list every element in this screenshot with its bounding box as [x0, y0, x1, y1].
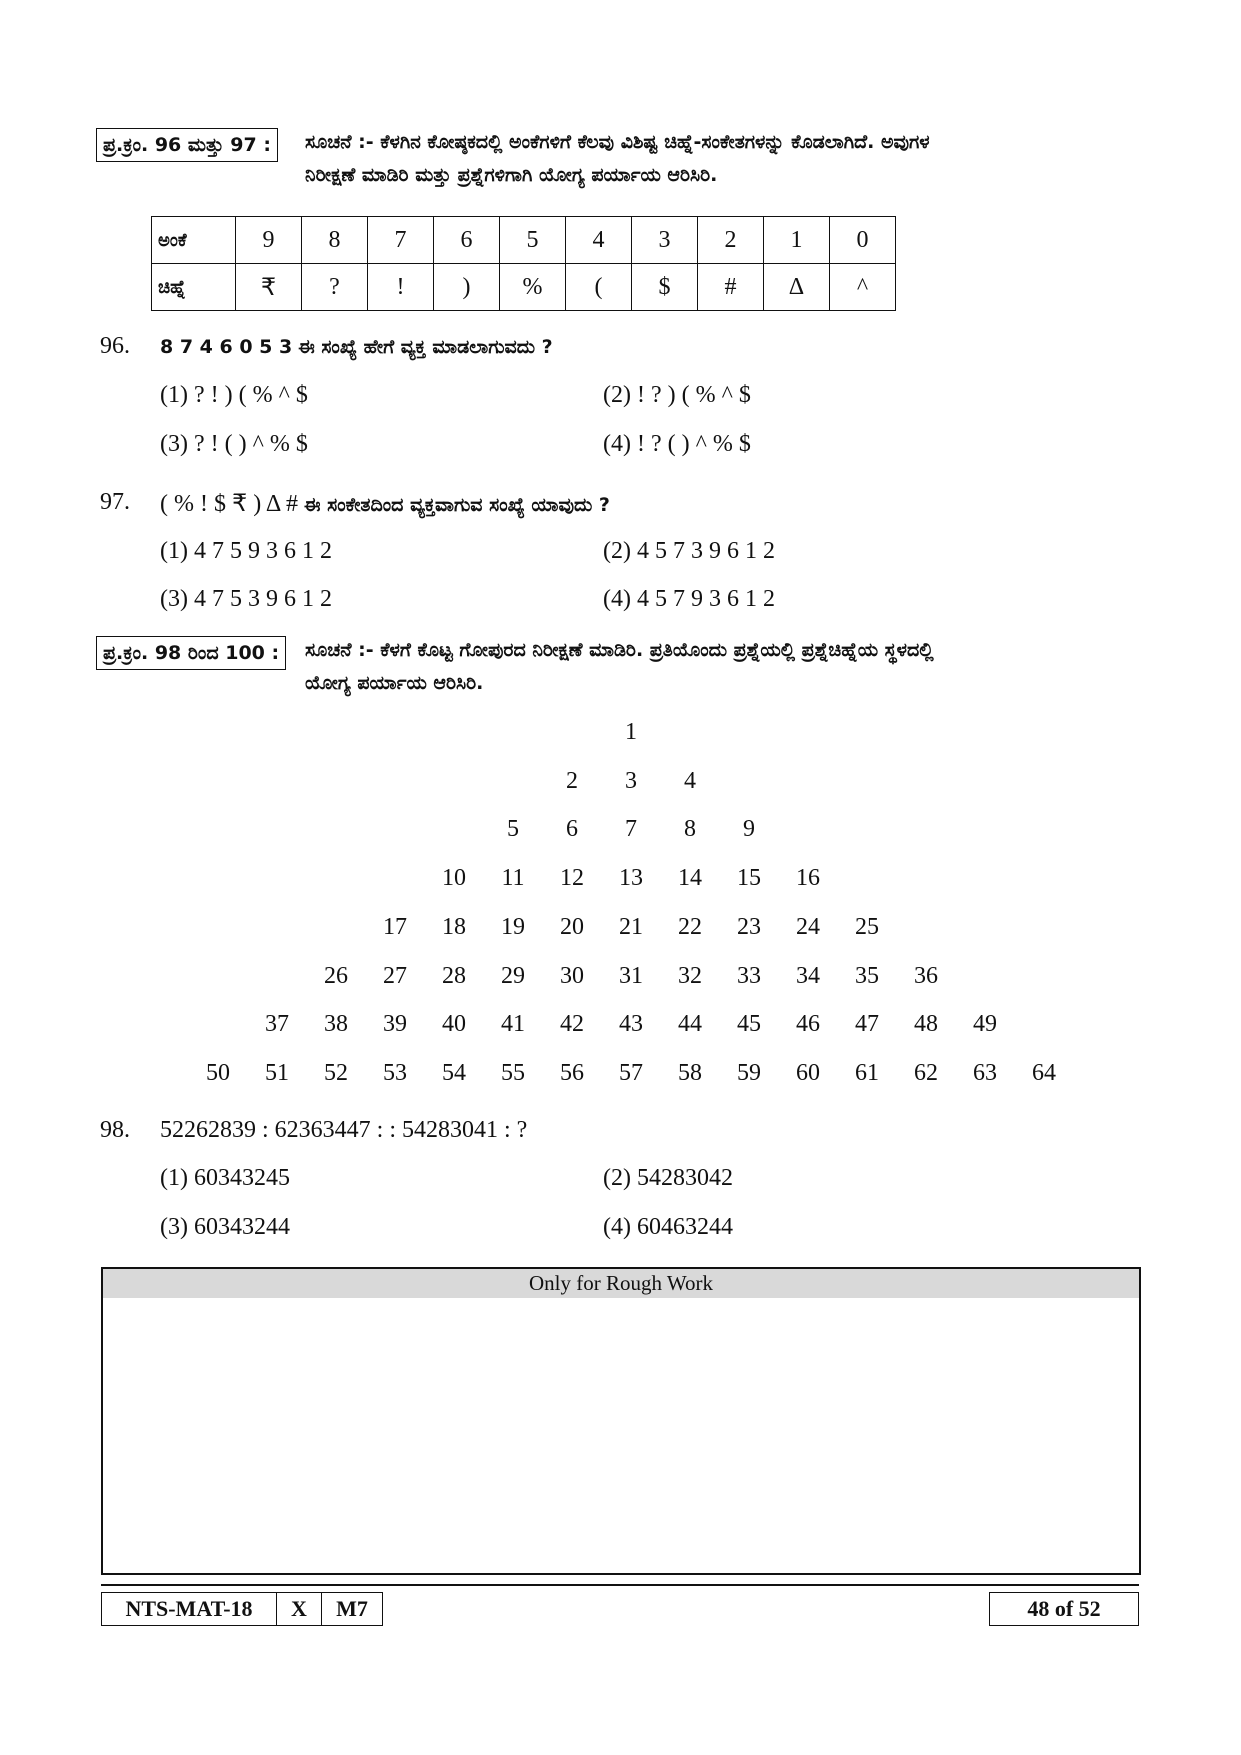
pyramid-number: 32	[678, 962, 702, 989]
pyramid-number: 58	[678, 1059, 702, 1086]
pyramid-number: 30	[560, 962, 584, 989]
pyramid-number: 43	[619, 1011, 643, 1038]
pyramid-number: 14	[678, 865, 702, 892]
symbol-cell: !	[368, 264, 434, 311]
instruction-line: ಸೂಚನೆ :- ಕೆಳಗೆ ಕೊಟ್ಟ ಗೋಪುರದ ನಿರೀಕ್ಷಣೆ ಮಾಡಿರಿ. ಪ್ರತಿಯೊಂದು ಪ್ರಶ್ನೆಯಲ್ಲಿ ಪ್ರಶ್ನೆಚಿಹ್ನೆಯ ಸ್ಥಳದಲ್ಲಿ	[305, 639, 934, 661]
option-3[interactable]: (3) ? ! ( ) ^ % $	[160, 431, 308, 457]
pyramid-number: 54	[442, 1059, 466, 1086]
pyramid-number: 18	[442, 913, 466, 940]
pyramid-number: 5	[507, 816, 519, 843]
digit-cell: 5	[500, 217, 566, 264]
digit-cell: 8	[302, 217, 368, 264]
pyramid-number: 17	[383, 913, 407, 940]
option-3[interactable]: (3) 4 7 5 3 9 6 1 2	[160, 586, 332, 612]
question-number: 98.	[100, 1117, 130, 1143]
pyramid-number: 26	[324, 962, 348, 989]
pyramid-number: 36	[914, 962, 938, 989]
rough-work-box	[101, 1267, 1141, 1575]
pyramid-number: 9	[743, 816, 755, 843]
symbol-row	[152, 264, 896, 311]
option-1[interactable]: (1) 4 7 5 9 3 6 1 2	[160, 538, 332, 564]
pyramid-number: 15	[737, 865, 761, 892]
symbol-cell: %	[500, 264, 566, 311]
option-2[interactable]: (2) 4 5 7 3 9 6 1 2	[603, 538, 775, 564]
pyramid-number: 13	[619, 865, 643, 892]
symbol-cell: $	[632, 264, 698, 311]
question-96-text	[160, 333, 553, 360]
symbol-cell: Δ	[764, 264, 830, 311]
pyramid-number: 40	[442, 1011, 466, 1038]
question-97-text	[160, 489, 610, 518]
symbol-row-header: ಚಿಹ್ನೆ	[152, 264, 236, 311]
symbol-cell: #	[698, 264, 764, 311]
question-number: 97.	[100, 489, 130, 515]
pyramid-number: 47	[855, 1011, 879, 1038]
pyramid-number: 27	[383, 962, 407, 989]
pyramid-number: 56	[560, 1059, 584, 1086]
pyramid-number: 7	[625, 816, 637, 843]
pyramid-number: 64	[1032, 1059, 1056, 1086]
pyramid-number: 55	[501, 1059, 525, 1086]
symbol-cell: ₹	[236, 264, 302, 311]
question-expression: ( % ! $ ₹ ) Δ #	[160, 491, 299, 517]
symbol-cell: ?	[302, 264, 368, 311]
section-label-96-97: ಪ್ರ.ಕ್ರಂ. 96 ಮತ್ತು 97 :	[96, 128, 278, 162]
symbol-cell: ^	[830, 264, 896, 311]
pyramid-number: 35	[855, 962, 879, 989]
digit-row	[152, 217, 896, 264]
section-label-98-100: ಪ್ರ.ಕ್ರಂ. 98 ರಿಂದ 100 :	[96, 636, 286, 670]
pyramid-number: 28	[442, 962, 466, 989]
footer-code-box	[101, 1592, 383, 1626]
paper-code: NTS-MAT-18	[101, 1592, 277, 1626]
digit-symbol-table	[151, 216, 896, 311]
pyramid-number: 4	[684, 767, 696, 794]
instruction-line: ಸೂಚನೆ :- ಕೆಳಗಿನ ಕೋಷ್ಠಕದಲ್ಲಿ ಅಂಕೆಗಳಿಗೆ ಕೆಲವು ವಿಶಿಷ್ಟ ಚಿಹ್ನೆ-ಸಂಕೇತಗಳನ್ನು ಕೊಡಲಾಗಿದೆ. ಅವುಗಳ	[305, 131, 930, 153]
pyramid-number: 33	[737, 962, 761, 989]
digit-cell: 3	[632, 217, 698, 264]
digit-cell: 2	[698, 217, 764, 264]
digit-cell: 9	[236, 217, 302, 264]
option-2[interactable]: (2) ! ? ) ( % ^ $	[603, 382, 751, 408]
pyramid-number: 22	[678, 913, 702, 940]
question-number: 96.	[100, 333, 130, 359]
pyramid-number: 62	[914, 1059, 938, 1086]
pyramid-number: 52	[324, 1059, 348, 1086]
pyramid-number: 49	[973, 1011, 997, 1038]
pyramid-number: 10	[442, 865, 466, 892]
digit-cell: 6	[434, 217, 500, 264]
section-instruction-98-100	[305, 634, 934, 700]
question-prompt: ಈ ಸಂಖ್ಯೆ ಹೇಗೆ ವ್ಯಕ್ತ ಮಾಡಲಾಗುವದು ?	[298, 336, 553, 358]
option-4[interactable]: (4) 60463244	[603, 1214, 733, 1240]
pyramid-number: 41	[501, 1011, 525, 1038]
instruction-line: ನಿರೀಕ್ಷಣೆ ಮಾಡಿರಿ ಮತ್ತು ಪ್ರಶ್ನೆಗಳಿಗಾಗಿ ಯೋಗ್ಯ ಪರ್ಯಾಯ ಆರಿಸಿರಿ.	[305, 164, 718, 186]
pyramid-number: 25	[855, 913, 879, 940]
digit-cell: 0	[830, 217, 896, 264]
pyramid-number: 8	[684, 816, 696, 843]
pyramid-number: 23	[737, 913, 761, 940]
pyramid-number: 44	[678, 1011, 702, 1038]
pyramid-number: 46	[796, 1011, 820, 1038]
pyramid-number: 45	[737, 1011, 761, 1038]
footer-rule	[101, 1584, 1139, 1586]
question-expression: 8 7 4 6 0 5 3	[160, 336, 293, 358]
instruction-line: ಯೋಗ್ಯ ಪರ್ಯಾಯ ಆರಿಸಿರಿ.	[305, 672, 484, 694]
digit-cell: 7	[368, 217, 434, 264]
pyramid-number: 39	[383, 1011, 407, 1038]
option-1[interactable]: (1) 60343245	[160, 1165, 290, 1191]
option-2[interactable]: (2) 54283042	[603, 1165, 733, 1191]
pyramid-number: 11	[501, 865, 525, 892]
section-instruction-96-97	[305, 126, 930, 192]
pyramid-number: 63	[973, 1059, 997, 1086]
pyramid-number: 42	[560, 1011, 584, 1038]
pyramid-number: 24	[796, 913, 820, 940]
option-4[interactable]: (4) 4 5 7 9 3 6 1 2	[603, 586, 775, 612]
digit-cell: 4	[566, 217, 632, 264]
rough-work-title: Only for Rough Work	[103, 1269, 1139, 1298]
digit-row-header: ಅಂಕೆ	[152, 217, 236, 264]
pyramid-number: 3	[625, 767, 637, 794]
symbol-cell: (	[566, 264, 632, 311]
option-3[interactable]: (3) 60343244	[160, 1214, 290, 1240]
pyramid-number: 29	[501, 962, 525, 989]
pyramid-number: 20	[560, 913, 584, 940]
paper-set: X	[277, 1592, 322, 1626]
pyramid-number: 2	[566, 767, 578, 794]
pyramid-number: 53	[383, 1059, 407, 1086]
pyramid-number: 59	[737, 1059, 761, 1086]
pyramid-number: 61	[855, 1059, 879, 1086]
pyramid-number: 12	[560, 865, 584, 892]
pyramid-number: 48	[914, 1011, 938, 1038]
pyramid-number: 37	[265, 1011, 289, 1038]
pyramid-number: 19	[501, 913, 525, 940]
pyramid-number: 38	[324, 1011, 348, 1038]
pyramid-number: 21	[619, 913, 643, 940]
pyramid-number: 34	[796, 962, 820, 989]
pyramid-number: 1	[625, 719, 637, 745]
paper-version: M7	[322, 1592, 383, 1626]
question-prompt: ಈ ಸಂಕೇತದಿಂದ ವ್ಯಕ್ತವಾಗುವ ಸಂಖ್ಯೆ ಯಾವುದು ?	[304, 494, 610, 516]
pyramid-number: 31	[619, 962, 643, 989]
option-1[interactable]: (1) ? ! ) ( % ^ $	[160, 382, 308, 408]
pyramid-number: 6	[566, 816, 578, 843]
pyramid-number: 60	[796, 1059, 820, 1086]
pyramid-number: 57	[619, 1059, 643, 1086]
page-number: 48 of 52	[989, 1592, 1139, 1626]
digit-cell: 1	[764, 217, 830, 264]
pyramid-number: 51	[265, 1059, 289, 1086]
symbol-cell: )	[434, 264, 500, 311]
pyramid-number: 16	[796, 865, 820, 892]
question-98-text: 52262839 : 62363447 : : 54283041 : ?	[160, 1117, 528, 1143]
pyramid-number: 50	[206, 1059, 230, 1086]
option-4[interactable]: (4) ! ? ( ) ^ % $	[603, 431, 751, 457]
